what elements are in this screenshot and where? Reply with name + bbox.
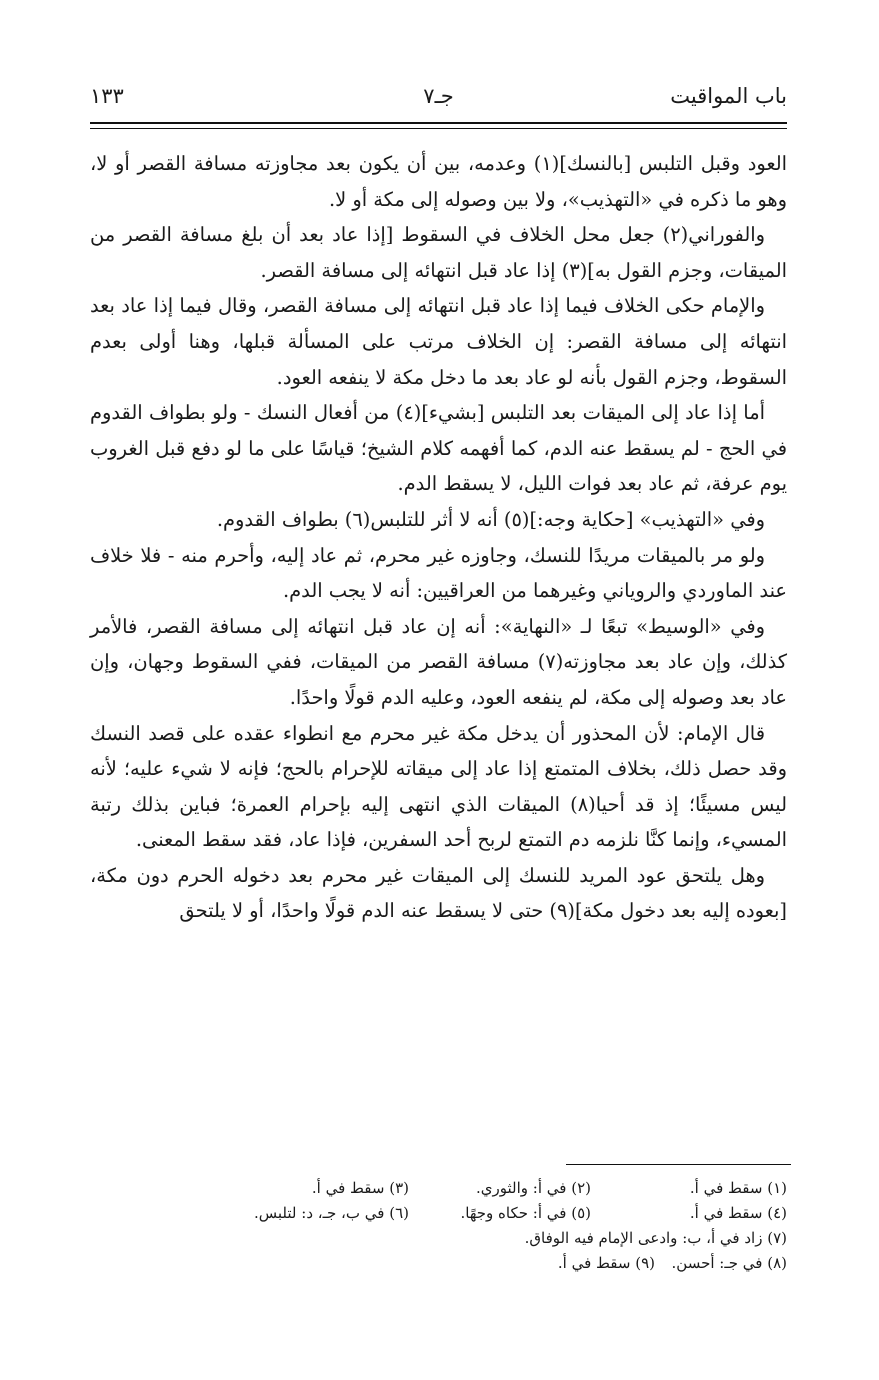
running-header [90, 84, 787, 118]
volume-number: جـ٧ [423, 84, 454, 108]
footnote-separator [566, 1164, 791, 1165]
paragraph: وهل يلتحق عود المريد للنسك إلى الميقات غير محرم بعد دخوله الحرم دون مكة، [بعوده إليه بعد دخول مكة](٩) حتى لا يسقط عنه الدم قولًا واحدًا، أو لا يلتحق [90, 863, 787, 923]
paragraph: ولو مر بالميقات مريدًا للنسك، وجاوزه غير محرم، ثم عاد إليه، وأحرم منه - فلا خلاف عند الماوردي والروياني وغيرهما من العراقيين: أنه لا يجب الدم. [90, 543, 787, 603]
paragraph: العود وقبل التلبس [بالنسك](١) وعدمه، بين أن يكون بعد مجاوزته مسافة القصر أو لا، وهو ما ذكره في «التهذيب»، ولا بين وصوله إلى مكة أو لا. [90, 152, 787, 211]
footnote-row [90, 1251, 787, 1276]
footnote: (٧) زاد في أ، ب: وادعى الإمام فيه الوفاق. [524, 1229, 787, 1247]
footnote: (٦) في ب، جـ، د: لتلبس. [254, 1204, 409, 1222]
paragraph: وفي «التهذيب» [حكاية وجه:](٥) أنه لا أثر للتلبس(٦) بطواف القدوم. [216, 507, 765, 531]
footnote-row [90, 1201, 787, 1226]
paragraph: والفوراني(٢) جعل محل الخلاف في السقوط [إذا عاد بعد أن بلغ مسافة القصر من الميقات، وجزم القول به](٣) إذا عاد قبل انتهائه إلى مسافة القصر. [90, 223, 787, 282]
paragraph: والإمام حكى الخلاف فيما إذا عاد قبل انتهائه إلى مسافة القصر، وقال فيما إذا عاد بعد انتهائه إلى مسافة القصر: إن الخلاف مرتب على المسألة قبلها، وهنا أولى بعدم السقوط، وجزم القول بأنه لو عاد بعد ما دخل مكة لا ينفعه العود. [90, 294, 787, 389]
footnotes [90, 1176, 787, 1276]
footnote-row [90, 1226, 787, 1251]
paragraph: قال الإمام: لأن المحذور أن يدخل مكة غير محرم مع انطواء عقده على قصد النسك وقد حصل ذلك، بخلاف المتمتع إذا عاد إلى ميقاته للإحرام بالحج؛ فإنه لا شيء عليه؛ لأنه ليس مسيئًا؛ إذ قد أحيا(٨) الميقات الذي انتهى إليه بإحرام العمرة؛ فباين بذلك رتبة المسيء، وإنما كنَّا نلزمه دم التمتع لربح أحد السفرين، فإذا عاد، فقد سقط المعنى. [90, 721, 787, 852]
header-rule-thick [90, 122, 787, 124]
paragraph: وفي «الوسيط» تبعًا لـ «النهاية»: أنه إن عاد قبل انتهائه إلى مسافة القصر، فالأمر كذلك، وإن عاد بعد مجاوزته(٧) مسافة القصر من الميقات، ففي السقوط وجهان، وإن عاد بعد وصوله إلى مكة، لم ينفعه العود، وعليه الدم قولًا واحدًا. [90, 614, 787, 709]
main-text [90, 146, 787, 929]
footnote: (٣) سقط في أ. [311, 1179, 409, 1197]
chapter-title: باب المواقيت [670, 84, 787, 108]
footnote: (٢) في أ: والثوري. [476, 1179, 591, 1197]
page-number: ١٣٣ [90, 84, 124, 108]
footnote-row [90, 1176, 787, 1201]
footnote: (١) سقط في أ. [689, 1179, 787, 1197]
footnote: (٩) سقط في أ. [557, 1254, 655, 1272]
footnote: (٥) في أ: حكاه وجهًا. [460, 1204, 591, 1222]
paragraph: أما إذا عاد إلى الميقات بعد التلبس [بشيء](٤) من أفعال النسك - ولو بطواف القدوم في الحج - لم يسقط عنه الدم، كما أفهمه كلام الشيخ؛ قياسًا على ما لو دفع قبل الغروب يوم عرفة، ثم عاد بعد فوات الليل، لا يسقط الدم. [90, 401, 787, 496]
footnote: (٤) سقط في أ. [689, 1204, 787, 1222]
footnote: (٨) في جـ: أحسن. [671, 1254, 787, 1272]
header-rule-thin [90, 128, 787, 129]
